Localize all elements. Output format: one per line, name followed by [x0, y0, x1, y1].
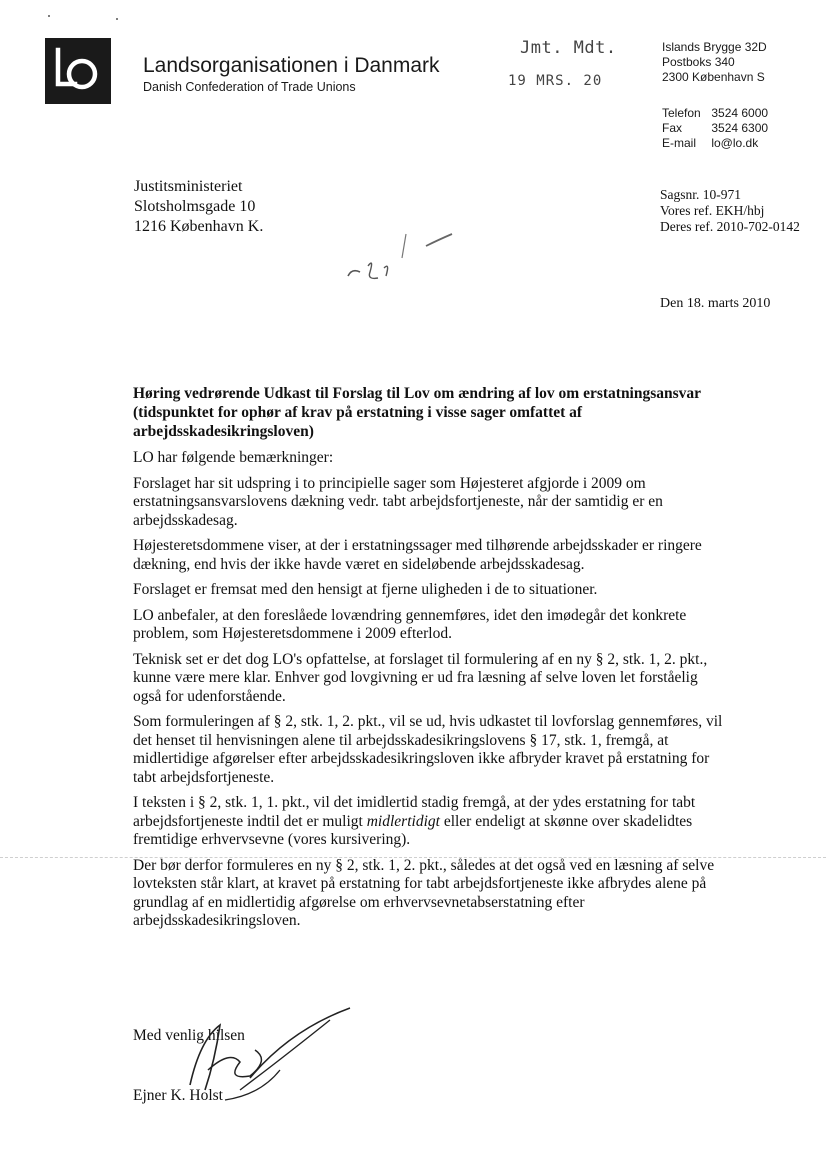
paragraph: Forslaget er fremsat med den hensigt at fjerne uligheden i de to situationer. [133, 581, 598, 598]
org-name-english: Danish Confederation of Trade Unions [143, 80, 356, 94]
org-name: Landsorganisationen i Danmark [143, 54, 440, 77]
paragraph: LO har følgende bemærkninger: [133, 449, 334, 466]
sender-contact [662, 106, 768, 151]
contact-fax [662, 121, 768, 136]
our-reference: Vores ref. EKH/hbj [660, 203, 765, 218]
italic-emphasis: midlertidigt [366, 812, 440, 830]
your-reference: Deres ref. 2010-702-0142 [660, 219, 800, 234]
handwritten-signature [130, 1000, 370, 1110]
contact-label: Telefon [662, 106, 701, 120]
paragraph-text: eller endeligt at skønne over skadelidtes fremtidige erhvervsevne (vores kursivering). [133, 812, 693, 848]
paragraph: Som formuleringen af § 2, stk. 1, 2. pkt., vil se ud, hvis udkastet til lovforslag gennemføres, vil det henset til henvisningen alene til arbejdsskadesikringslovens § 17, stk. 1, fremgå, at midlertidige afgørelser efter arbejdsskadesikringsloven ikke afbryder kravet på erstatning for tabt arbejdsfortjeneste. [133, 713, 723, 786]
lo-logo [45, 38, 111, 104]
contact-value: 3524 6300 [711, 121, 769, 135]
case-number: Sagsnr. 10-971 [660, 187, 741, 202]
address-line: Islands Brygge 32D [662, 40, 767, 54]
paragraph: Forslaget har sit udspring i to principielle sager som Højesteret afgjorde i 2009 om erstatningsansvarslovens dækning vedr. tabt arbejdsfortjeneste, når der samtidig er en arbejdsskadesag. [133, 474, 663, 529]
paragraph: LO anbefaler, at den foreslåede lovændring gennemføres, idet den imødegår det konkrete problem, som Højesteretsdommene i 2009 efterlod. [133, 606, 687, 642]
paragraph: Højesteretsdommene viser, at der i erstatningssager med tilhørende arbejdsskader er ringere dækning, end hvis der ikke havde været en sideløbende arbejdsskadesag. [133, 537, 702, 573]
reference-block [660, 187, 800, 235]
paragraph [133, 794, 723, 850]
handwritten-note [340, 228, 460, 288]
recipient-line: Justitsministeriet [134, 178, 243, 195]
closing-greeting: Med venlig hilsen [133, 1027, 245, 1044]
recipient-line: Slotsholmsgade 10 [134, 198, 256, 215]
received-stamp-office: Jmt. Mdt. [520, 38, 617, 58]
scan-speck [48, 15, 50, 17]
contact-value: lo@lo.dk [711, 136, 759, 150]
lo-logo-icon [45, 38, 111, 104]
recipient-address [134, 177, 263, 237]
recipient-line: 1216 København K. [134, 218, 264, 235]
contact-label: E-mail [662, 136, 697, 150]
paragraph-text: I teksten i § 2, stk. 1, 1. pkt., vil det imidlertid stadig fremgå, at der ydes erstatning for tabt arbejdsfortjeneste indtil det er muligt [133, 794, 696, 830]
signer-name: Ejner K. Holst [133, 1087, 223, 1104]
scan-fold-line [0, 857, 826, 858]
contact-value: 3524 6000 [711, 106, 769, 120]
address-line: Postboks 340 [662, 55, 735, 69]
scan-speck [116, 18, 118, 20]
contact-label: Fax [662, 121, 683, 135]
letter-body [133, 384, 723, 938]
letter-date: Den 18. marts 2010 [660, 296, 771, 311]
address-line: 2300 København S [662, 70, 765, 84]
sender-address [662, 40, 767, 85]
contact-phone [662, 106, 768, 121]
contact-email [662, 136, 768, 151]
paragraph: Der bør derfor formuleres en ny § 2, stk. 1, 2. pkt., således at det også ved en læsning af selve lovteksten står klart, at kravet på erstatning for tabt arbejdsfortjeneste ikke afbrydes alene på grundlag af en midlertidig afgørelse om erhvervsevnetabserstatning efter arbejdsskadesikringsloven. [133, 856, 715, 929]
letter-subject: Høring vedrørende Udkast til Forslag til Lov om ændring af lov om erstatningsansvar (tidspunktet for ophør af krav på erstatning i visse sager omfattet af arbejdsskadesikringsloven) [133, 385, 701, 440]
received-stamp-date: 19 MRS. 20 [508, 73, 603, 89]
paragraph: Teknisk set er det dog LO's opfattelse, at forslaget til formulering af en ny § 2, stk. 1, 2. pkt., kunne være mere klar. Enhver god lovgivning er ud fra læsning af selve loven let forståelig også for udenforstående. [133, 650, 708, 705]
